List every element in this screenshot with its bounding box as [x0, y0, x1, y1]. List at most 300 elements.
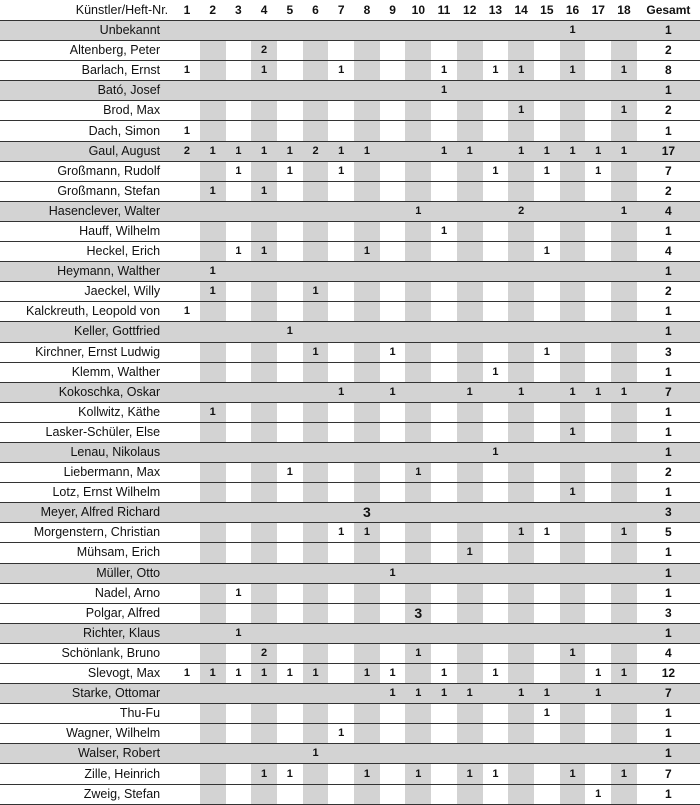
- issue-cell: [226, 442, 252, 462]
- issue-cell: [303, 322, 329, 342]
- artist-name: Brod, Max: [0, 101, 174, 121]
- artist-name: Altenberg, Peter: [0, 41, 174, 61]
- issue-cell: [431, 643, 457, 663]
- issue-cell: [585, 442, 611, 462]
- issue-cell: [303, 704, 329, 724]
- artist-name: Klemm, Walther: [0, 362, 174, 382]
- header-label: Künstler/Heft-Nr.: [0, 0, 174, 21]
- issue-cell: [354, 21, 380, 41]
- issue-cell: 1: [585, 784, 611, 804]
- issue-cell: [483, 121, 509, 141]
- table-row: [0, 643, 700, 663]
- artist-name: Kalckreuth, Leopold von: [0, 302, 174, 322]
- issue-cell: [277, 483, 303, 503]
- total-cell: 3: [637, 503, 700, 523]
- issue-header: 14: [508, 0, 534, 21]
- issue-cell: [560, 101, 586, 121]
- issue-cell: [585, 744, 611, 764]
- issue-cell: 3: [405, 603, 431, 623]
- issue-cell: [354, 322, 380, 342]
- issue-cell: [200, 684, 226, 704]
- issue-cell: [560, 242, 586, 262]
- issue-cell: [380, 41, 406, 61]
- issue-cell: [560, 623, 586, 643]
- issue-cell: [380, 784, 406, 804]
- issue-cell: [174, 181, 200, 201]
- issue-cell: [611, 402, 637, 422]
- issue-cell: [277, 523, 303, 543]
- issue-cell: [431, 744, 457, 764]
- issue-cell: [431, 382, 457, 402]
- issue-cell: [303, 242, 329, 262]
- issue-cell: [303, 503, 329, 523]
- issue-cell: [303, 262, 329, 282]
- issue-cell: [508, 724, 534, 744]
- issue-cell: [508, 603, 534, 623]
- issue-cell: [611, 242, 637, 262]
- issue-cell: [611, 503, 637, 523]
- issue-cell: 1: [174, 664, 200, 684]
- table-row: [0, 583, 700, 603]
- issue-cell: [251, 221, 277, 241]
- table-row: [0, 422, 700, 442]
- issue-cell: [457, 302, 483, 322]
- issue-cell: [200, 382, 226, 402]
- issue-cell: [611, 121, 637, 141]
- table-row: [0, 302, 700, 322]
- total-cell: 3: [637, 342, 700, 362]
- issue-cell: [328, 242, 354, 262]
- issue-cell: [200, 221, 226, 241]
- issue-cell: [483, 503, 509, 523]
- issue-cell: [226, 322, 252, 342]
- issue-cell: [226, 402, 252, 422]
- issue-cell: [483, 684, 509, 704]
- issue-cell: [380, 724, 406, 744]
- issue-cell: [200, 61, 226, 81]
- issue-cell: [585, 362, 611, 382]
- issue-cell: [380, 463, 406, 483]
- issue-cell: 1: [226, 623, 252, 643]
- issue-cell: [483, 81, 509, 101]
- issue-cell: [174, 242, 200, 262]
- issue-cell: [174, 463, 200, 483]
- issue-cell: [380, 61, 406, 81]
- artist-name: Zweig, Stefan: [0, 784, 174, 804]
- issue-cell: [226, 362, 252, 382]
- issue-header: 13: [483, 0, 509, 21]
- issue-cell: [585, 41, 611, 61]
- issue-cell: [457, 342, 483, 362]
- issue-cell: [405, 483, 431, 503]
- issue-cell: [611, 603, 637, 623]
- issue-cell: [534, 583, 560, 603]
- issue-cell: 1: [508, 684, 534, 704]
- issue-cell: 1: [328, 61, 354, 81]
- issue-cell: [508, 563, 534, 583]
- issue-cell: [585, 21, 611, 41]
- table-row: [0, 282, 700, 302]
- issue-cell: [226, 302, 252, 322]
- issue-cell: [251, 583, 277, 603]
- issue-cell: 1: [457, 141, 483, 161]
- issue-cell: [585, 121, 611, 141]
- issue-cell: [585, 101, 611, 121]
- issue-cell: [534, 221, 560, 241]
- issue-cell: [226, 684, 252, 704]
- total-cell: 2: [637, 282, 700, 302]
- table-row: [0, 563, 700, 583]
- issue-cell: [226, 543, 252, 563]
- issue-cell: [534, 664, 560, 684]
- issue-cell: [508, 442, 534, 462]
- issue-cell: [354, 603, 380, 623]
- issue-cell: [611, 483, 637, 503]
- issue-cell: [251, 262, 277, 282]
- issue-cell: [380, 503, 406, 523]
- issue-cell: [251, 563, 277, 583]
- issue-cell: 1: [611, 523, 637, 543]
- artist-name: Polgar, Alfred: [0, 603, 174, 623]
- issue-cell: [277, 201, 303, 221]
- issue-cell: [380, 362, 406, 382]
- issue-cell: 1: [380, 664, 406, 684]
- issue-cell: [534, 744, 560, 764]
- issue-cell: [560, 583, 586, 603]
- issue-cell: [534, 262, 560, 282]
- issue-cell: [483, 402, 509, 422]
- issue-cell: [457, 181, 483, 201]
- table-row: [0, 503, 700, 523]
- issue-cell: [457, 442, 483, 462]
- total-cell: 1: [637, 623, 700, 643]
- issue-cell: [483, 583, 509, 603]
- issue-cell: [585, 81, 611, 101]
- total-cell: 1: [637, 583, 700, 603]
- issue-cell: [174, 643, 200, 663]
- issue-cell: 2: [251, 643, 277, 663]
- total-cell: 1: [637, 442, 700, 462]
- issue-cell: [226, 81, 252, 101]
- issue-cell: [560, 442, 586, 462]
- issue-cell: [277, 101, 303, 121]
- issue-cell: [328, 784, 354, 804]
- issue-cell: 1: [611, 61, 637, 81]
- issue-cell: [277, 121, 303, 141]
- issue-cell: [277, 221, 303, 241]
- issue-cell: [380, 81, 406, 101]
- issue-cell: [405, 402, 431, 422]
- issue-cell: [303, 523, 329, 543]
- artist-name: Gaul, August: [0, 141, 174, 161]
- issue-cell: [200, 322, 226, 342]
- issue-cell: [251, 442, 277, 462]
- total-cell: 7: [637, 684, 700, 704]
- issue-cell: 1: [508, 141, 534, 161]
- issue-cell: [200, 563, 226, 583]
- issue-cell: [483, 181, 509, 201]
- issue-cell: [508, 242, 534, 262]
- issue-cell: 1: [508, 101, 534, 121]
- issue-cell: 1: [277, 463, 303, 483]
- issue-cell: 1: [328, 161, 354, 181]
- issue-cell: [303, 422, 329, 442]
- artist-name: Keller, Gottfried: [0, 322, 174, 342]
- issue-cell: [251, 101, 277, 121]
- issue-cell: [354, 442, 380, 462]
- issue-cell: [251, 784, 277, 804]
- issue-header: 8: [354, 0, 380, 21]
- table-row: [0, 81, 700, 101]
- issue-cell: [354, 262, 380, 282]
- issue-header: 1: [174, 0, 200, 21]
- issue-cell: [431, 483, 457, 503]
- issue-cell: [534, 442, 560, 462]
- issue-cell: [303, 583, 329, 603]
- issue-cell: [380, 422, 406, 442]
- issue-cell: [354, 342, 380, 362]
- issue-cell: [303, 161, 329, 181]
- issue-cell: 1: [174, 302, 200, 322]
- issue-cell: [457, 523, 483, 543]
- issue-cell: [277, 342, 303, 362]
- issue-cell: [560, 362, 586, 382]
- issue-cell: [611, 442, 637, 462]
- issue-cell: [560, 784, 586, 804]
- issue-cell: 1: [226, 664, 252, 684]
- issue-cell: [354, 201, 380, 221]
- issue-cell: [303, 201, 329, 221]
- issue-cell: [380, 201, 406, 221]
- issue-cell: [508, 543, 534, 563]
- total-cell: 7: [637, 764, 700, 784]
- issue-cell: [277, 603, 303, 623]
- table-row: [0, 523, 700, 543]
- issue-cell: 1: [328, 382, 354, 402]
- artist-name: Lotz, Ernst Wilhelm: [0, 483, 174, 503]
- issue-cell: [174, 744, 200, 764]
- issue-cell: [303, 21, 329, 41]
- issue-cell: [457, 563, 483, 583]
- artist-name: Kollwitz, Käthe: [0, 402, 174, 422]
- issue-cell: [328, 81, 354, 101]
- issue-cell: [380, 282, 406, 302]
- issue-cell: [200, 442, 226, 462]
- issue-cell: [303, 61, 329, 81]
- issue-cell: [585, 583, 611, 603]
- artist-name: Hauff, Wilhelm: [0, 221, 174, 241]
- issue-cell: [534, 623, 560, 643]
- issue-cell: [226, 643, 252, 663]
- issue-cell: [611, 81, 637, 101]
- issue-cell: [611, 181, 637, 201]
- artist-name: Slevogt, Max: [0, 664, 174, 684]
- issue-cell: [431, 201, 457, 221]
- total-cell: 17: [637, 141, 700, 161]
- issue-cell: [483, 784, 509, 804]
- table-row: [0, 463, 700, 483]
- total-cell: 3: [637, 603, 700, 623]
- issue-cell: [405, 221, 431, 241]
- issue-cell: [405, 664, 431, 684]
- issue-cell: [200, 623, 226, 643]
- table-row: [0, 764, 700, 784]
- issue-cell: [483, 724, 509, 744]
- issue-cell: [611, 784, 637, 804]
- issue-cell: 1: [405, 201, 431, 221]
- artist-name: Richter, Klaus: [0, 623, 174, 643]
- issue-cell: 1: [251, 181, 277, 201]
- issue-cell: [405, 543, 431, 563]
- artist-name: Heckel, Erich: [0, 242, 174, 262]
- issue-cell: [457, 784, 483, 804]
- issue-cell: [483, 141, 509, 161]
- issue-cell: [226, 101, 252, 121]
- issue-cell: [560, 603, 586, 623]
- issue-cell: [431, 583, 457, 603]
- issue-cell: [354, 704, 380, 724]
- issue-cell: 1: [431, 61, 457, 81]
- issue-cell: [200, 744, 226, 764]
- issue-cell: [251, 684, 277, 704]
- issue-cell: [200, 81, 226, 101]
- issue-cell: [328, 563, 354, 583]
- issue-cell: [457, 643, 483, 663]
- issue-cell: [174, 81, 200, 101]
- table-row: [0, 242, 700, 262]
- issue-cell: [508, 422, 534, 442]
- issue-cell: [560, 161, 586, 181]
- issue-cell: [251, 463, 277, 483]
- issue-cell: [534, 422, 560, 442]
- issue-header: 17: [585, 0, 611, 21]
- issue-cell: [508, 21, 534, 41]
- issue-cell: 1: [200, 664, 226, 684]
- issue-cell: [508, 81, 534, 101]
- issue-cell: [303, 684, 329, 704]
- issue-cell: [560, 463, 586, 483]
- issue-cell: 1: [431, 664, 457, 684]
- issue-cell: 1: [534, 242, 560, 262]
- issue-cell: [431, 563, 457, 583]
- issue-cell: [354, 221, 380, 241]
- issue-cell: [585, 623, 611, 643]
- issue-cell: [380, 121, 406, 141]
- issue-cell: [328, 463, 354, 483]
- issue-cell: [405, 744, 431, 764]
- issue-cell: [354, 583, 380, 603]
- issue-cell: [380, 242, 406, 262]
- issue-cell: [457, 81, 483, 101]
- issue-cell: [585, 422, 611, 442]
- issue-cell: [354, 41, 380, 61]
- issue-cell: [560, 402, 586, 422]
- artist-name: Hasenclever, Walter: [0, 201, 174, 221]
- issue-cell: 1: [226, 161, 252, 181]
- issue-cell: [534, 764, 560, 784]
- issue-cell: [174, 422, 200, 442]
- issue-cell: [508, 583, 534, 603]
- issue-cell: [560, 523, 586, 543]
- issue-cell: 1: [457, 764, 483, 784]
- issue-cell: [174, 784, 200, 804]
- issue-cell: [200, 362, 226, 382]
- issue-cell: 1: [303, 744, 329, 764]
- issue-cell: [431, 282, 457, 302]
- issue-cell: [277, 623, 303, 643]
- issue-cell: [405, 161, 431, 181]
- issue-cell: [226, 704, 252, 724]
- issue-cell: [354, 161, 380, 181]
- issue-cell: [251, 744, 277, 764]
- issue-cell: 1: [431, 221, 457, 241]
- issue-cell: [585, 181, 611, 201]
- issue-cell: [560, 81, 586, 101]
- issue-cell: [483, 262, 509, 282]
- issue-cell: [380, 322, 406, 342]
- table-row: [0, 342, 700, 362]
- issue-cell: [328, 282, 354, 302]
- issue-cell: 2: [303, 141, 329, 161]
- issue-cell: [611, 724, 637, 744]
- issue-cell: [560, 684, 586, 704]
- artist-name: Bató, Josef: [0, 81, 174, 101]
- issue-cell: [277, 543, 303, 563]
- issue-cell: [174, 623, 200, 643]
- issue-cell: [303, 221, 329, 241]
- issue-cell: [508, 262, 534, 282]
- issue-cell: [328, 342, 354, 362]
- issue-cell: [251, 81, 277, 101]
- issue-cell: [457, 503, 483, 523]
- issue-cell: [457, 623, 483, 643]
- issue-cell: [380, 21, 406, 41]
- artist-name: Kokoschka, Oskar: [0, 382, 174, 402]
- total-header: Gesamt: [637, 0, 700, 21]
- issue-cell: [251, 422, 277, 442]
- issue-cell: [560, 724, 586, 744]
- issue-cell: [226, 282, 252, 302]
- table-row: [0, 61, 700, 81]
- issue-cell: [585, 262, 611, 282]
- issue-cell: [251, 523, 277, 543]
- issue-cell: 2: [251, 41, 277, 61]
- issue-cell: 1: [483, 362, 509, 382]
- issue-cell: [405, 262, 431, 282]
- issue-cell: [457, 362, 483, 382]
- table-row: [0, 744, 700, 764]
- issue-cell: 1: [560, 141, 586, 161]
- issue-cell: [585, 242, 611, 262]
- issue-cell: [560, 704, 586, 724]
- issue-cell: [508, 764, 534, 784]
- issue-cell: 1: [534, 523, 560, 543]
- issue-cell: [328, 442, 354, 462]
- issue-cell: [226, 463, 252, 483]
- total-cell: 1: [637, 322, 700, 342]
- issue-cell: 1: [354, 523, 380, 543]
- issue-header: 10: [405, 0, 431, 21]
- issue-cell: [226, 724, 252, 744]
- issue-cell: [431, 121, 457, 141]
- issue-cell: [303, 382, 329, 402]
- issue-cell: [277, 684, 303, 704]
- issue-cell: [457, 402, 483, 422]
- issue-cell: [534, 724, 560, 744]
- issue-header: 4: [251, 0, 277, 21]
- issue-cell: [431, 623, 457, 643]
- table-row: [0, 543, 700, 563]
